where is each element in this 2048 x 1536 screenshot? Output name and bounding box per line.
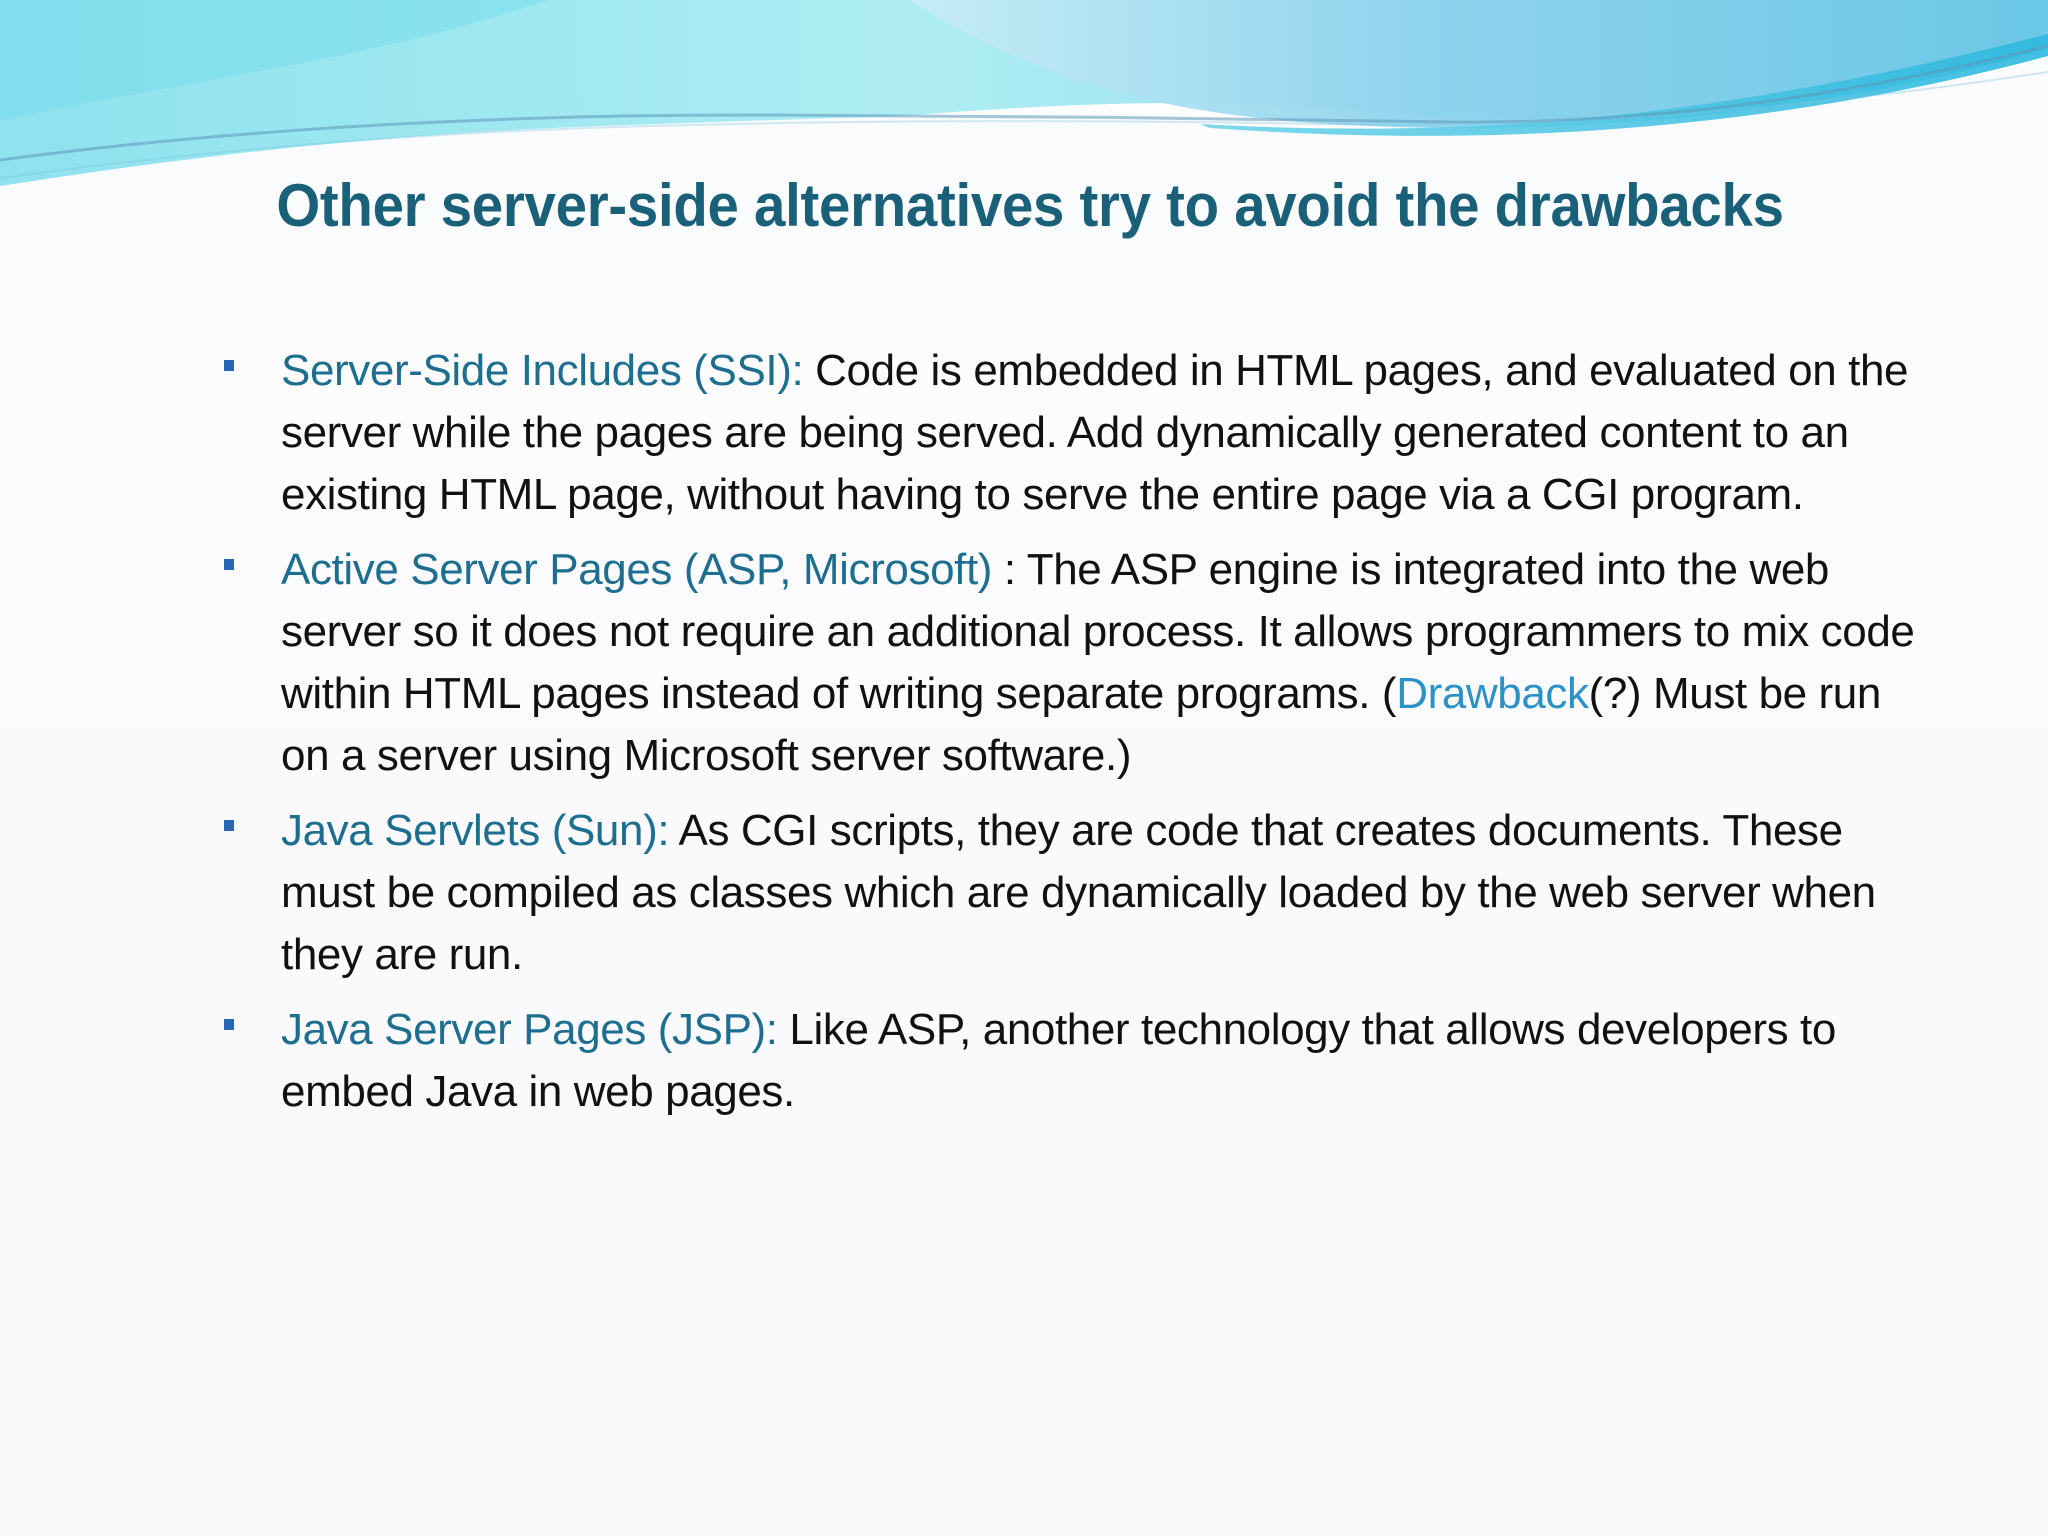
term-ssi: Server-Side Includes (SSI): bbox=[281, 346, 804, 395]
bullet-list bbox=[218, 340, 1938, 1136]
list-item-java-servlets bbox=[218, 800, 1938, 986]
square-bullet-icon bbox=[224, 1019, 234, 1030]
description-asp-start: : The ASP engine is integrated into the web server so it does not require an additional process. It allows programmers to mix code within HTML pages instead of writing separate programs. ( bbox=[281, 545, 1915, 718]
description-ssi: Code is embedded in HTML pages, and evaluated on the server while the pages are being served. Add dynamically generated content to an existing HTML page, without having to serve the entire page via a CGI program. bbox=[281, 346, 1909, 519]
square-bullet-icon bbox=[224, 820, 234, 831]
drawback-link[interactable]: Drawback bbox=[1396, 669, 1589, 718]
list-item-asp bbox=[218, 539, 1938, 787]
description-jsp: Like ASP, another technology that allows developers to embed Java in web pages. bbox=[281, 1005, 1836, 1116]
list-item-ssi bbox=[218, 340, 1938, 526]
list-item-jsp bbox=[218, 999, 1938, 1123]
description-java-servlets: As CGI scripts, they are code that creates documents. These must be compiled as classes which are dynamically loaded by the web server when they are run. bbox=[281, 806, 1876, 979]
term-jsp: Java Server Pages (JSP): bbox=[281, 1005, 778, 1054]
description-asp-end: (?) Must be run on a server using Microsoft server software.) bbox=[281, 669, 1881, 780]
slide-title: Other server-side alternatives try to avoid the drawbacks bbox=[276, 172, 1784, 239]
term-asp: Active Server Pages (ASP, Microsoft) bbox=[281, 545, 993, 594]
square-bullet-icon bbox=[224, 559, 234, 570]
square-bullet-icon bbox=[224, 360, 234, 371]
term-java-servlets: Java Servlets (Sun): bbox=[281, 806, 670, 855]
